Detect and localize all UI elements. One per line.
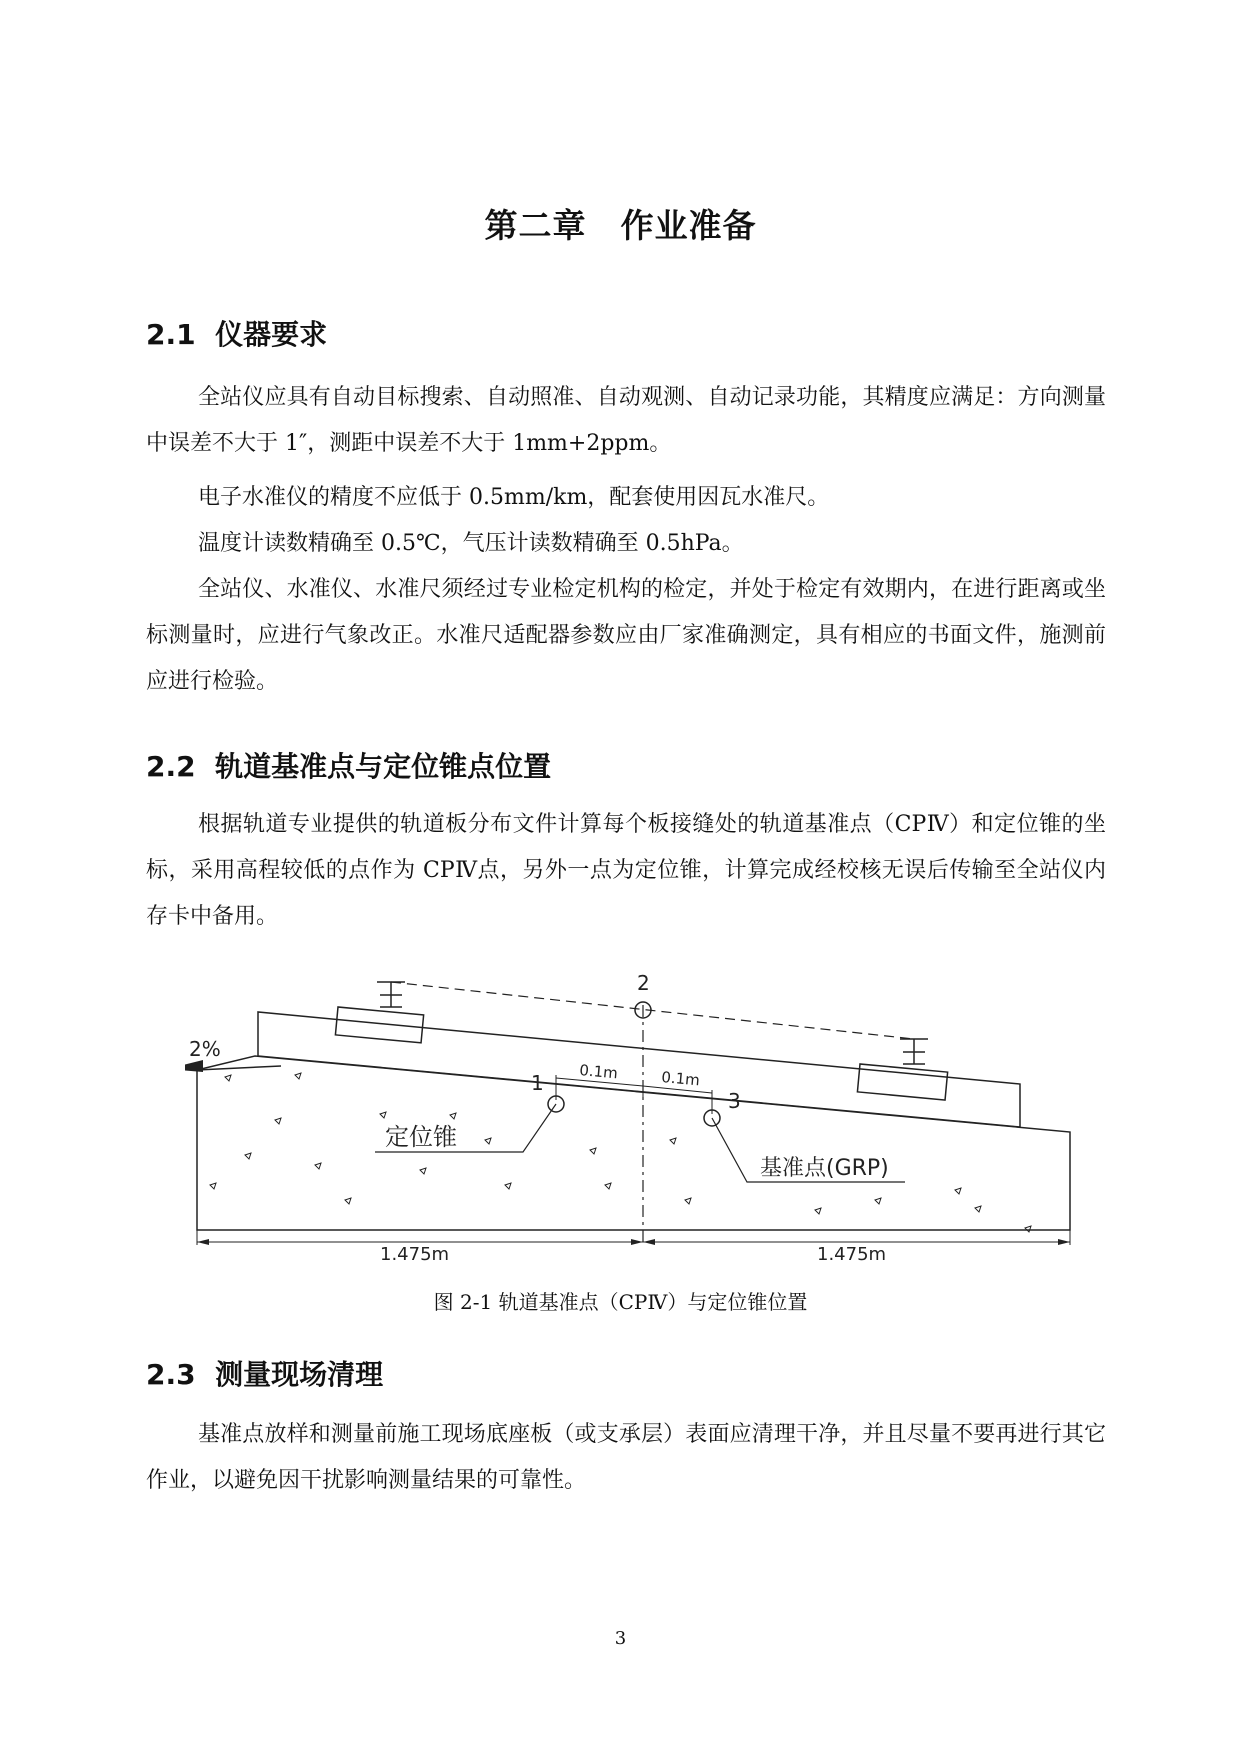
point-3-label: 3 [728, 1089, 741, 1113]
paragraph-instrument-thermometer: 温度计读数精确至 0.5℃，气压计读数精确至 0.5hPa。 [198, 531, 744, 556]
figure-caption: 图 2-1 轨道基准点（CPⅣ）与定位锥位置 [433, 1290, 808, 1314]
dim-label-right: 1.475m [817, 1244, 887, 1265]
section-heading-2-1: 2.1 仪器要求 [146, 318, 328, 351]
point-2-label: 2 [637, 971, 650, 995]
slope-arrowhead [185, 1060, 203, 1072]
rail-right [900, 1039, 928, 1064]
dim-label-left: 1.475m [380, 1244, 450, 1265]
section-heading-2-3: 2.3 测量现场清理 [146, 1358, 384, 1391]
offset-label-left: 0.1m [578, 1061, 619, 1083]
point-1-label: 1 [531, 1071, 544, 1095]
figure-track-reference-point [185, 960, 1085, 1280]
figure-drawing [185, 960, 1085, 1280]
page-number: 3 [614, 1628, 627, 1649]
rail-seat-left [335, 1007, 423, 1043]
grp-label: 基准点(GRP) [760, 1156, 889, 1181]
slope-label: 2% [189, 1037, 221, 1061]
paragraph-instrument-total-station: 全站仪应具有自动目标搜索、自动照准、自动观测、自动记录功能，其精度应满足：方向测量中误差不大于 1″，测距中误差不大于 1mm+2ppm。 [146, 385, 1106, 456]
paragraph-site-cleanup: 基准点放样和测量前施工现场底座板（或支承层）表面应清理干净，并且尽量不要再进行其它作业，以避免因干扰影响测量结果的可靠性。 [146, 1422, 1106, 1493]
rail-left [377, 982, 405, 1007]
paragraph-instrument-calibration: 全站仪、水准仪、水准尺须经过专业检定机构的检定，并处于检定有效期内，在进行距离或坐标测量时，应进行气象改正。水准尺适配器参数应由厂家准确测定，具有相应的书面文件，施测前应进行检验。 [146, 577, 1106, 694]
chapter-title: 第二章 作业准备 [484, 206, 757, 245]
offset-label-right: 0.1m [660, 1068, 701, 1090]
cone-label: 定位锥 [385, 1123, 457, 1151]
section-heading-2-2: 2.2 轨道基准点与定位锥点位置 [146, 750, 552, 783]
paragraph-instrument-level: 电子水准仪的精度不应低于 0.5mm/km，配套使用因瓦水准尺。 [198, 485, 830, 510]
track-slab [258, 1012, 1020, 1127]
top-dashed-line [391, 982, 914, 1039]
base-slab [197, 1056, 1070, 1230]
paragraph-reference-points: 根据轨道专业提供的轨道板分布文件计算每个板接缝处的轨道基准点（CPⅣ）和定位锥的坐标，采用高程较低的点作为 CPⅣ点，另外一点为定位锥，计算完成经校核无误后传输至全站仪内存卡中备用。 [146, 812, 1106, 929]
